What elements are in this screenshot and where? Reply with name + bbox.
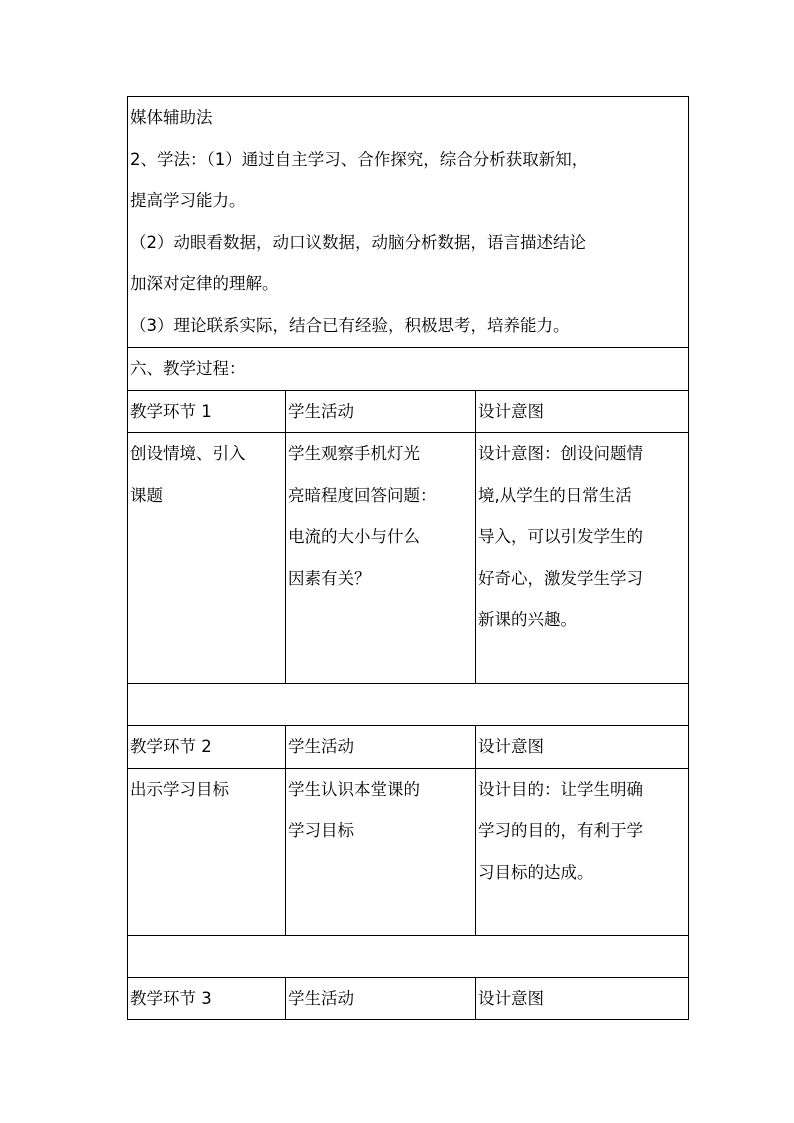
empty-row	[128, 935, 689, 977]
activity-cell: 学生认识本堂课的 学习目标	[286, 768, 476, 935]
methods-cell	[128, 97, 689, 348]
intro-line: （2）动眼看数据，动口议数据，动脑分析数据，语言描述结论	[130, 232, 586, 252]
stage-cell: 出示学习目标	[128, 768, 286, 935]
intent-header: 设计意图	[476, 390, 689, 433]
stage-header: 教学环节 2	[128, 726, 286, 769]
activity-header: 学生活动	[286, 726, 476, 769]
stage-cell: 创设情境、引入 课题	[128, 433, 286, 684]
document-page	[127, 96, 688, 1020]
table-row	[128, 433, 689, 684]
intro-line: （3）理论联系实际，结合已有经验，积极思考，培养能力。	[130, 315, 570, 335]
stage-header: 教学环节 1	[128, 390, 286, 433]
table-header-row	[128, 726, 689, 769]
stage-header: 教学环节 3	[128, 977, 286, 1020]
intro-line: 2、学法：（1）通过自主学习、合作探究，综合分析获取新知，	[130, 149, 589, 169]
table-row	[128, 768, 689, 935]
activity-cell: 学生观察手机灯光 亮暗程度回答问题： 电流的大小与什么 因素有关？	[286, 433, 476, 684]
intro-line: 加深对定律的理解。	[130, 274, 279, 293]
intent-cell: 设计目的：让学生明确 学习的目的，有利于学 习目标的达成。	[476, 768, 689, 935]
activity-header: 学生活动	[286, 977, 476, 1020]
intent-header: 设计意图	[476, 726, 689, 769]
empty-row	[128, 684, 689, 726]
intent-cell: 设计意图：创设问题情 境,从学生的日常生活 导入，可以引发学生的 好奇心，激发学生学习 新课的兴趣。	[476, 433, 689, 684]
intro-line: 媒体辅助法	[130, 108, 213, 127]
section-title: 六、教学过程：	[128, 348, 689, 391]
intent-header: 设计意图	[476, 977, 689, 1020]
intro-line: 提高学习能力。	[130, 191, 246, 210]
activity-header: 学生活动	[286, 390, 476, 433]
lesson-plan-table	[127, 96, 689, 1020]
table-header-row	[128, 390, 689, 433]
table-header-row	[128, 977, 689, 1020]
